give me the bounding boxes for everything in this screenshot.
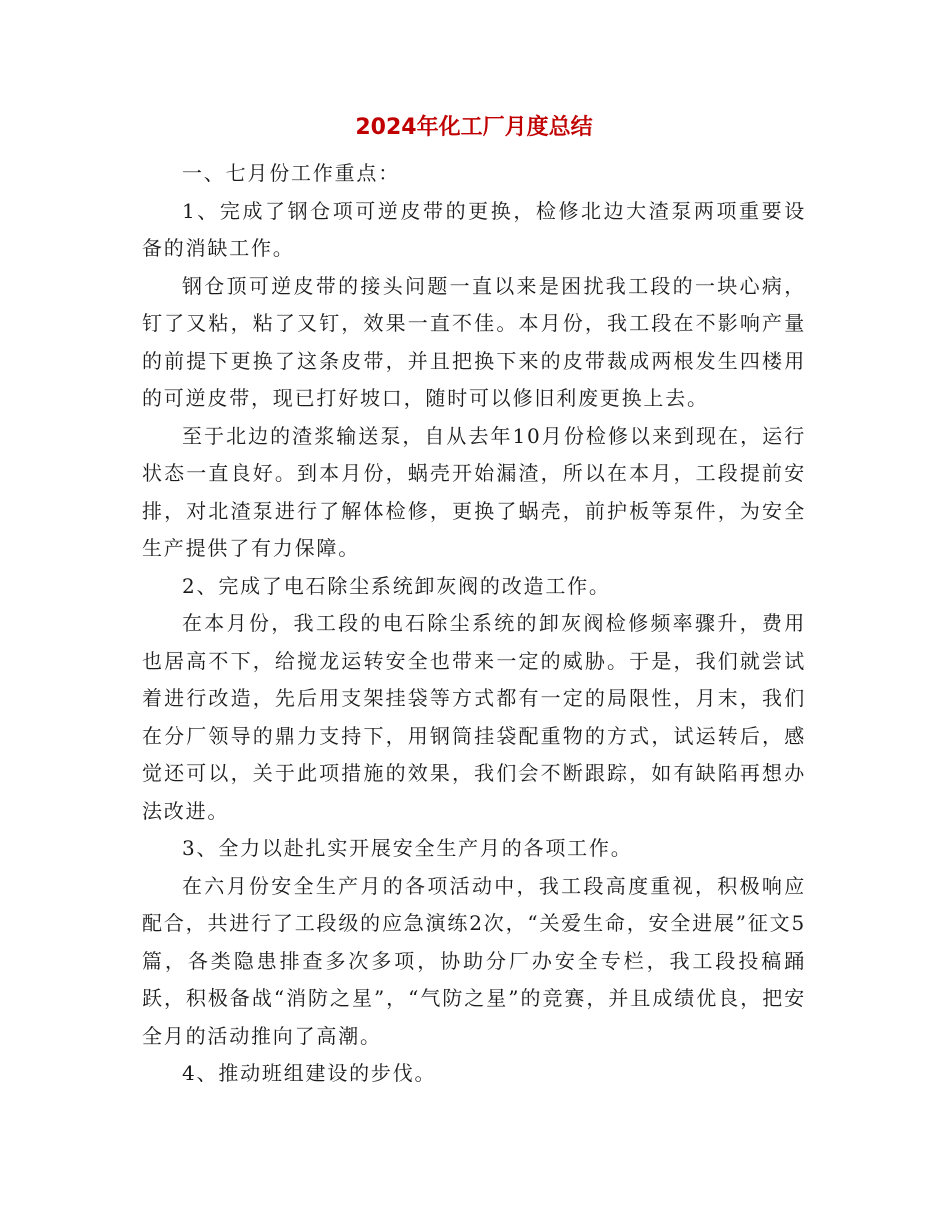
document-body — [142, 155, 806, 1093]
paragraph: 至于北边的渣浆输送泵，自从去年10月份检修以来到现在，运行状态一直良好。到本月份，蜗壳开始漏渣，所以在本月，工段提前安排，对北渣泵进行了解体检修，更换了蜗壳，前护板等泵件，为安全生产提供了有力保障。 — [142, 423, 806, 560]
paragraph: 在本月份，我工段的电石除尘系统的卸灰阀检修频率骤升，费用也居高不下，给搅龙运转安全也带来一定的威胁。于是，我们就尝试着进行改造，先后用支架挂袋等方式都有一定的局限性，月末，我们在分厂领导的鼎力支持下，用钢筒挂袋配重物的方式，试运转后，感觉还可以，关于此项措施的效果，我们会不断跟踪，如有缺陷再想办法改进。 — [142, 611, 806, 823]
paragraph: 钢仓顶可逆皮带的接头问题一直以来是困扰我工段的一块心病，钉了又粘，粘了又钉，效果一直不佳。本月份，我工段在不影响产量的前提下更换了这条皮带，并且把换下来的皮带裁成两根发生四楼用的可逆皮带，现已打好坡口，随时可以修旧利废更换上去。 — [142, 273, 806, 410]
item-heading-4: 4、推动班组建设的步伐。 — [182, 1061, 437, 1085]
document-title: 2024年化工厂月度总结 — [355, 115, 593, 140]
section-heading: 一、七月份工作重点： — [182, 161, 400, 185]
item-heading-2: 2、完成了电石除尘系统卸灰阀的改造工作。 — [182, 573, 611, 598]
item-heading-1: 1、完成了钢仓项可逆皮带的更换，检修北边大渣泵两项重要设备的消缺工作。 — [142, 198, 806, 260]
paragraph: 在六月份安全生产月的各项活动中，我工段高度重视，积极响应配合，共进行了工段级的应急演练2次，“关爱生命，安全进展”征文5篇，各类隐患排查多次多项，协助分厂办安全专栏，我工段投稿踊跃，积极备战“消防之星”，“气防之星”的竞赛，并且成绩优良，把安全月的活动推向了高潮。 — [142, 873, 806, 1048]
item-heading-3: 3、全力以赴扎实开展安全生产月的各项工作。 — [182, 836, 633, 860]
